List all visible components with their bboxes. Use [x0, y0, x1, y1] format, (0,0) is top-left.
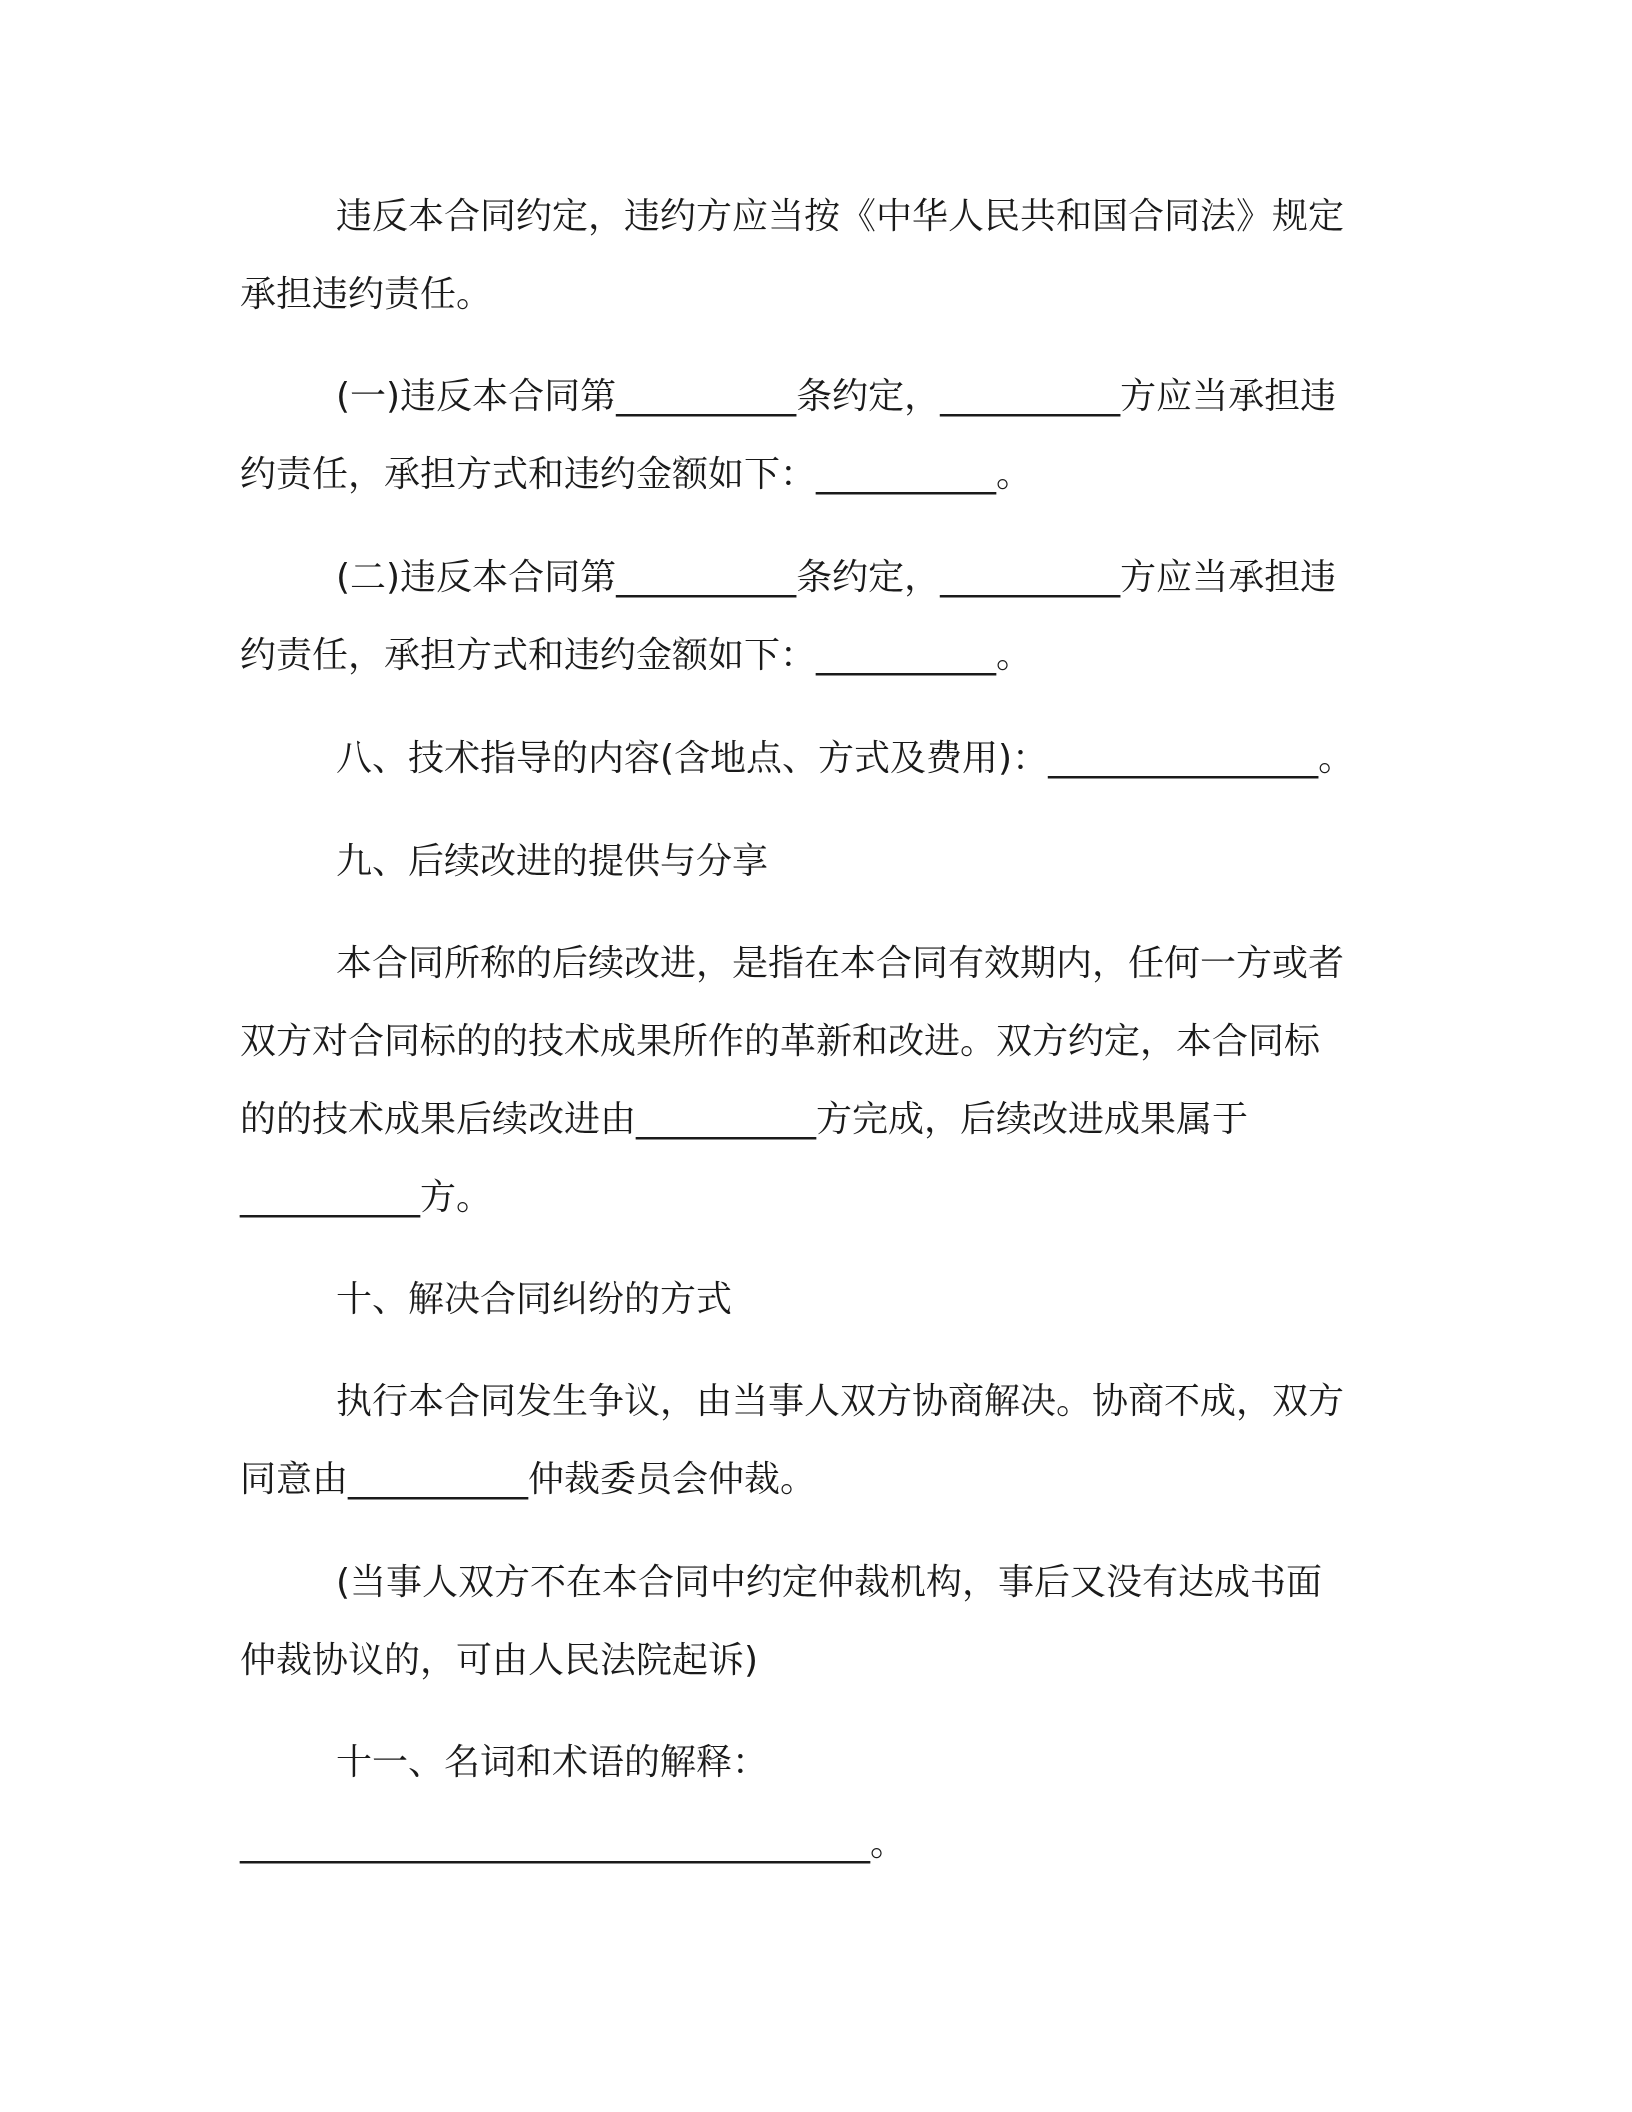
text-line: 十、解决合同纠纷的方式 — [336, 1279, 733, 1320]
text-line: (二)违反本合同第__________条约定，__________方应当承担违 — [336, 557, 1337, 598]
text-line: 九、后续改进的提供与分享 — [336, 841, 769, 882]
paragraph-follow-up-improvement — [240, 925, 1380, 1237]
text-line: (一)违反本合同第__________条约定，__________方应当承担违 — [336, 376, 1337, 417]
text-line: 本合同所称的后续改进，是指在本合同有效期内，任何一方或者 — [336, 943, 1345, 984]
paragraph-dispute-resolution — [240, 1363, 1380, 1519]
paragraph-breach-item-2 — [240, 539, 1380, 695]
paragraph-breach-liability — [240, 178, 1380, 334]
text-line: 双方对合同标的的技术成果所作的革新和改进。双方约定，本合同标 — [240, 1021, 1321, 1062]
section-11-heading — [240, 1724, 1380, 1802]
text-line: 执行本合同发生争议，由当事人双方协商解决。协商不成，双方 — [336, 1381, 1345, 1422]
text-line: 承担违约责任。 — [240, 274, 493, 315]
text-line: ___________________________________。 — [240, 1823, 906, 1864]
text-line: __________方。 — [240, 1177, 493, 1218]
text-line: 约责任，承担方式和违约金额如下：__________。 — [240, 635, 1033, 676]
section-9-heading — [240, 823, 1380, 901]
paragraph-court-note — [240, 1544, 1380, 1700]
text-line: 同意由__________仲裁委员会仲裁。 — [240, 1459, 817, 1500]
text-line: 八、技术指导的内容(含地点、方式及费用)：_______________。 — [336, 738, 1355, 779]
text-line: 的的技术成果后续改进由__________方完成，后续改进成果属于 — [240, 1099, 1249, 1140]
paragraph-terms-blank — [240, 1805, 1380, 1883]
text-line: 十一、名词和术语的解释： — [336, 1742, 769, 1783]
section-10-heading — [240, 1261, 1380, 1339]
text-line: 仲裁协议的，可由人民法院起诉) — [240, 1640, 759, 1681]
section-8-heading — [240, 720, 1380, 798]
text-line: 约责任，承担方式和违约金额如下：__________。 — [240, 454, 1033, 495]
text-line: 违反本合同约定，违约方应当按《中华人民共和国合同法》规定 — [336, 196, 1345, 237]
paragraph-breach-item-1 — [240, 358, 1380, 514]
text-line: (当事人双方不在本合同中约定仲裁机构，事后又没有达成书面 — [336, 1562, 1323, 1603]
